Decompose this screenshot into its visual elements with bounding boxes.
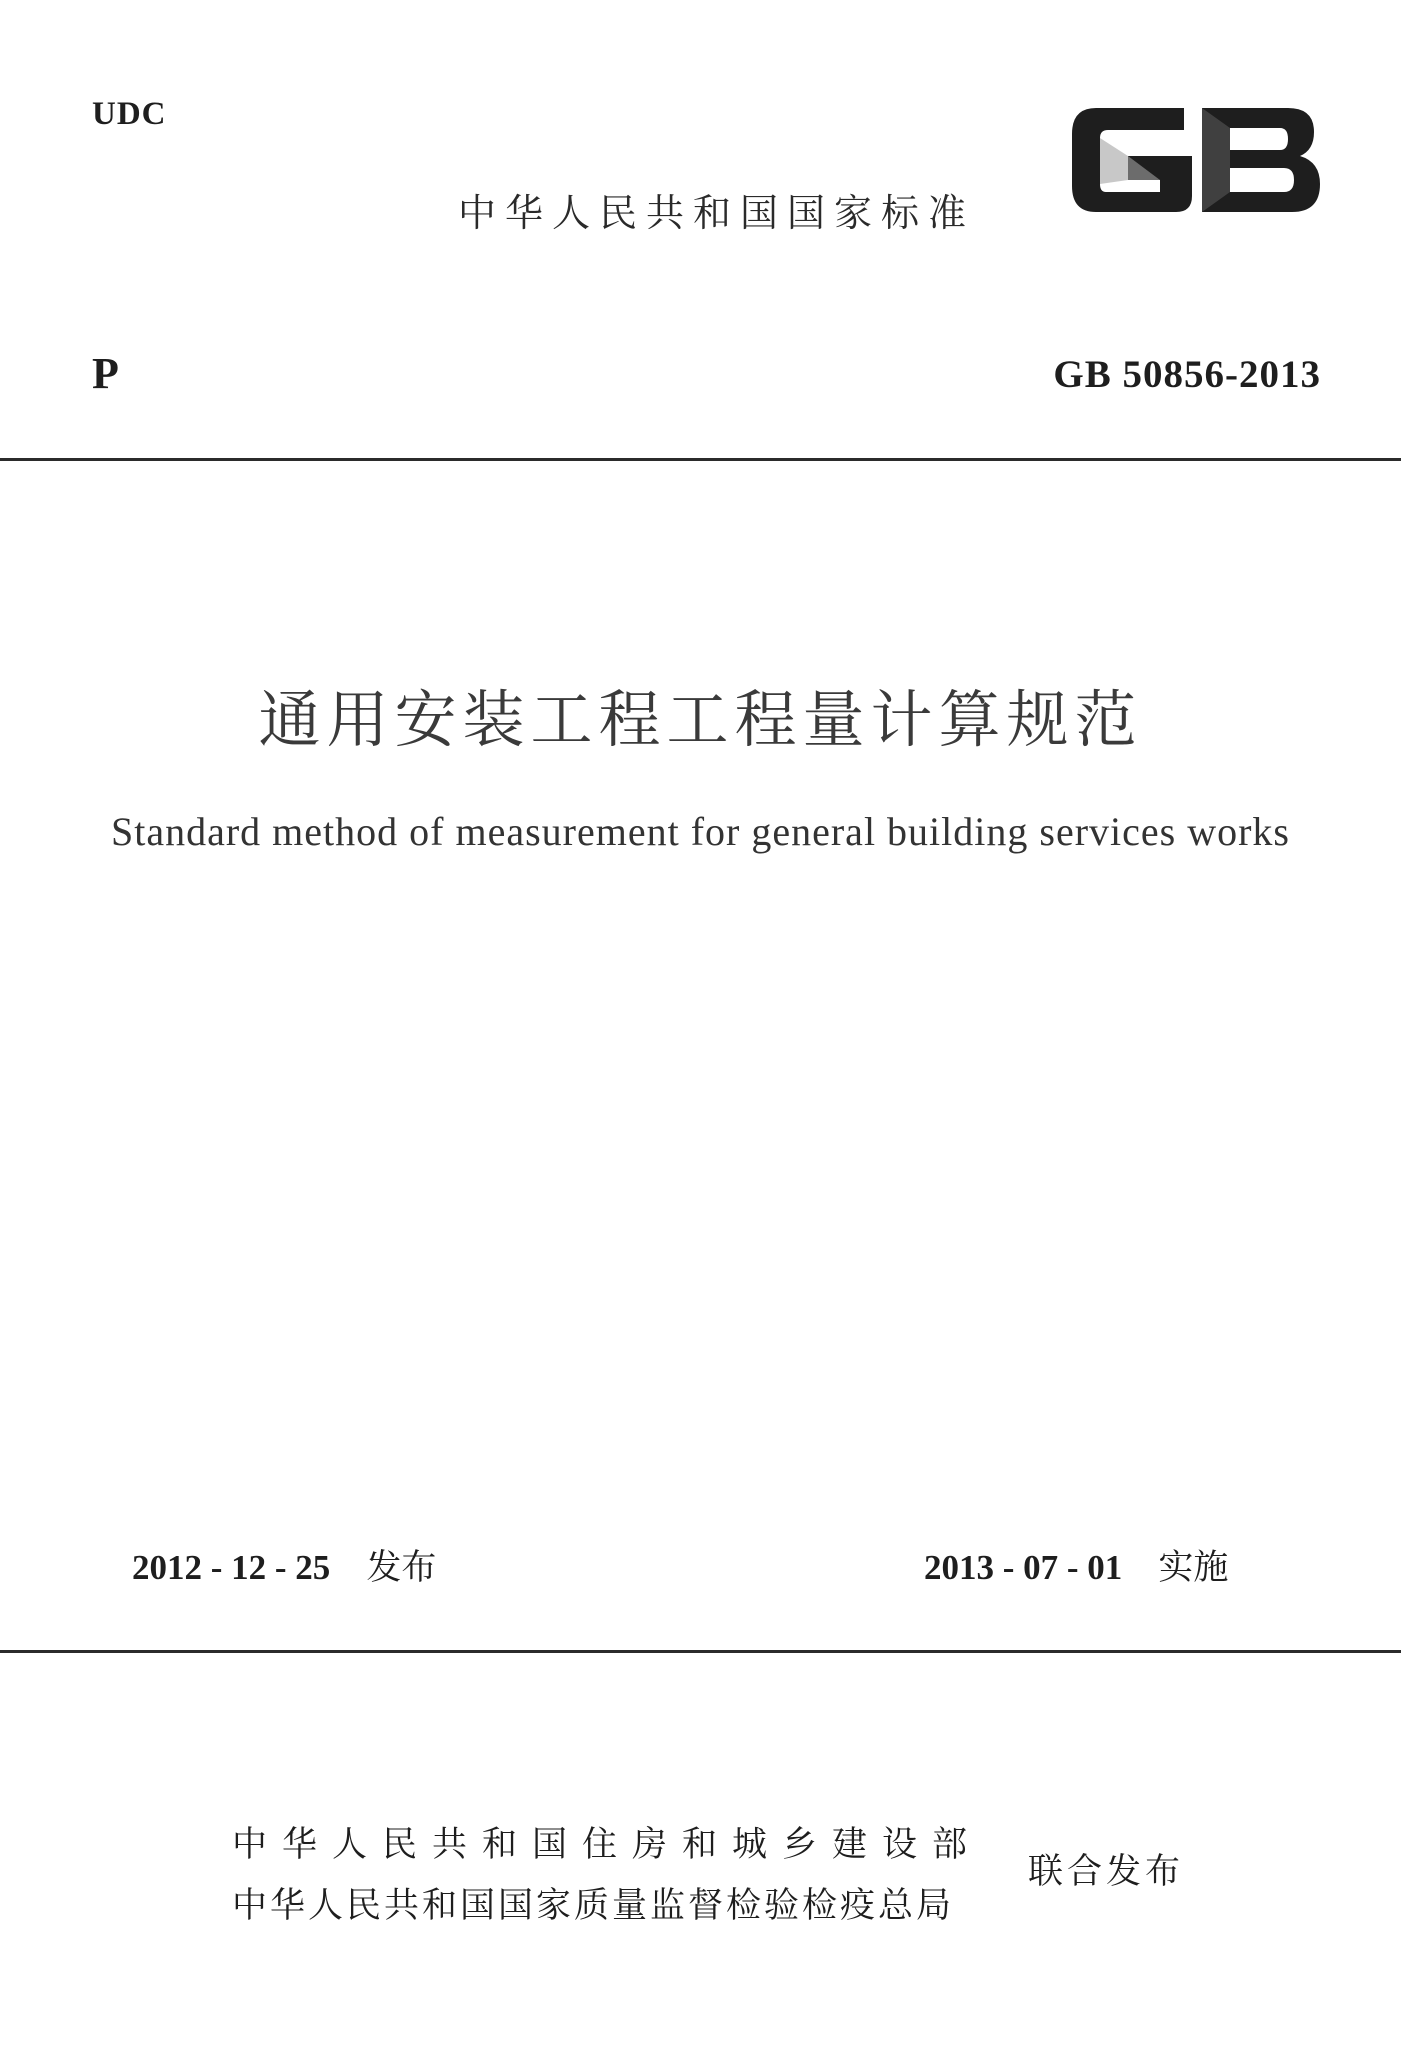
effective-date-label: 实施 (1158, 1548, 1229, 1588)
issuer-ministry-housing: 中华人民共和国住房和城乡建设部 (232, 1825, 983, 1865)
issue-date (132, 1540, 436, 1590)
joint-issue-label: 联合发布 (1028, 1852, 1185, 1892)
bottom-divider (0, 1650, 1401, 1653)
national-standard-heading: 中华人民共和国国家标准 (458, 191, 976, 235)
udc-label: UDC (92, 96, 167, 132)
top-divider (0, 458, 1401, 461)
gb-logo (1066, 94, 1326, 226)
effective-date (924, 1540, 1228, 1590)
issue-date-value: 2012 - 12 - 25 (132, 1548, 331, 1587)
issuing-authorities (232, 1815, 982, 1937)
effective-date-value: 2013 - 07 - 01 (924, 1548, 1123, 1587)
classification-code: P (92, 349, 119, 398)
issue-date-label: 发布 (366, 1548, 437, 1588)
issuer-aqsiq: 中华人民共和国国家质量监督检验检疫总局 (232, 1886, 955, 1926)
document-title-english: Standard method of measurement for general building services works (110, 809, 1290, 854)
standard-number: GB 50856-2013 (1053, 353, 1321, 396)
document-title-chinese: 通用安装工程工程量计算规范 (258, 687, 1143, 755)
